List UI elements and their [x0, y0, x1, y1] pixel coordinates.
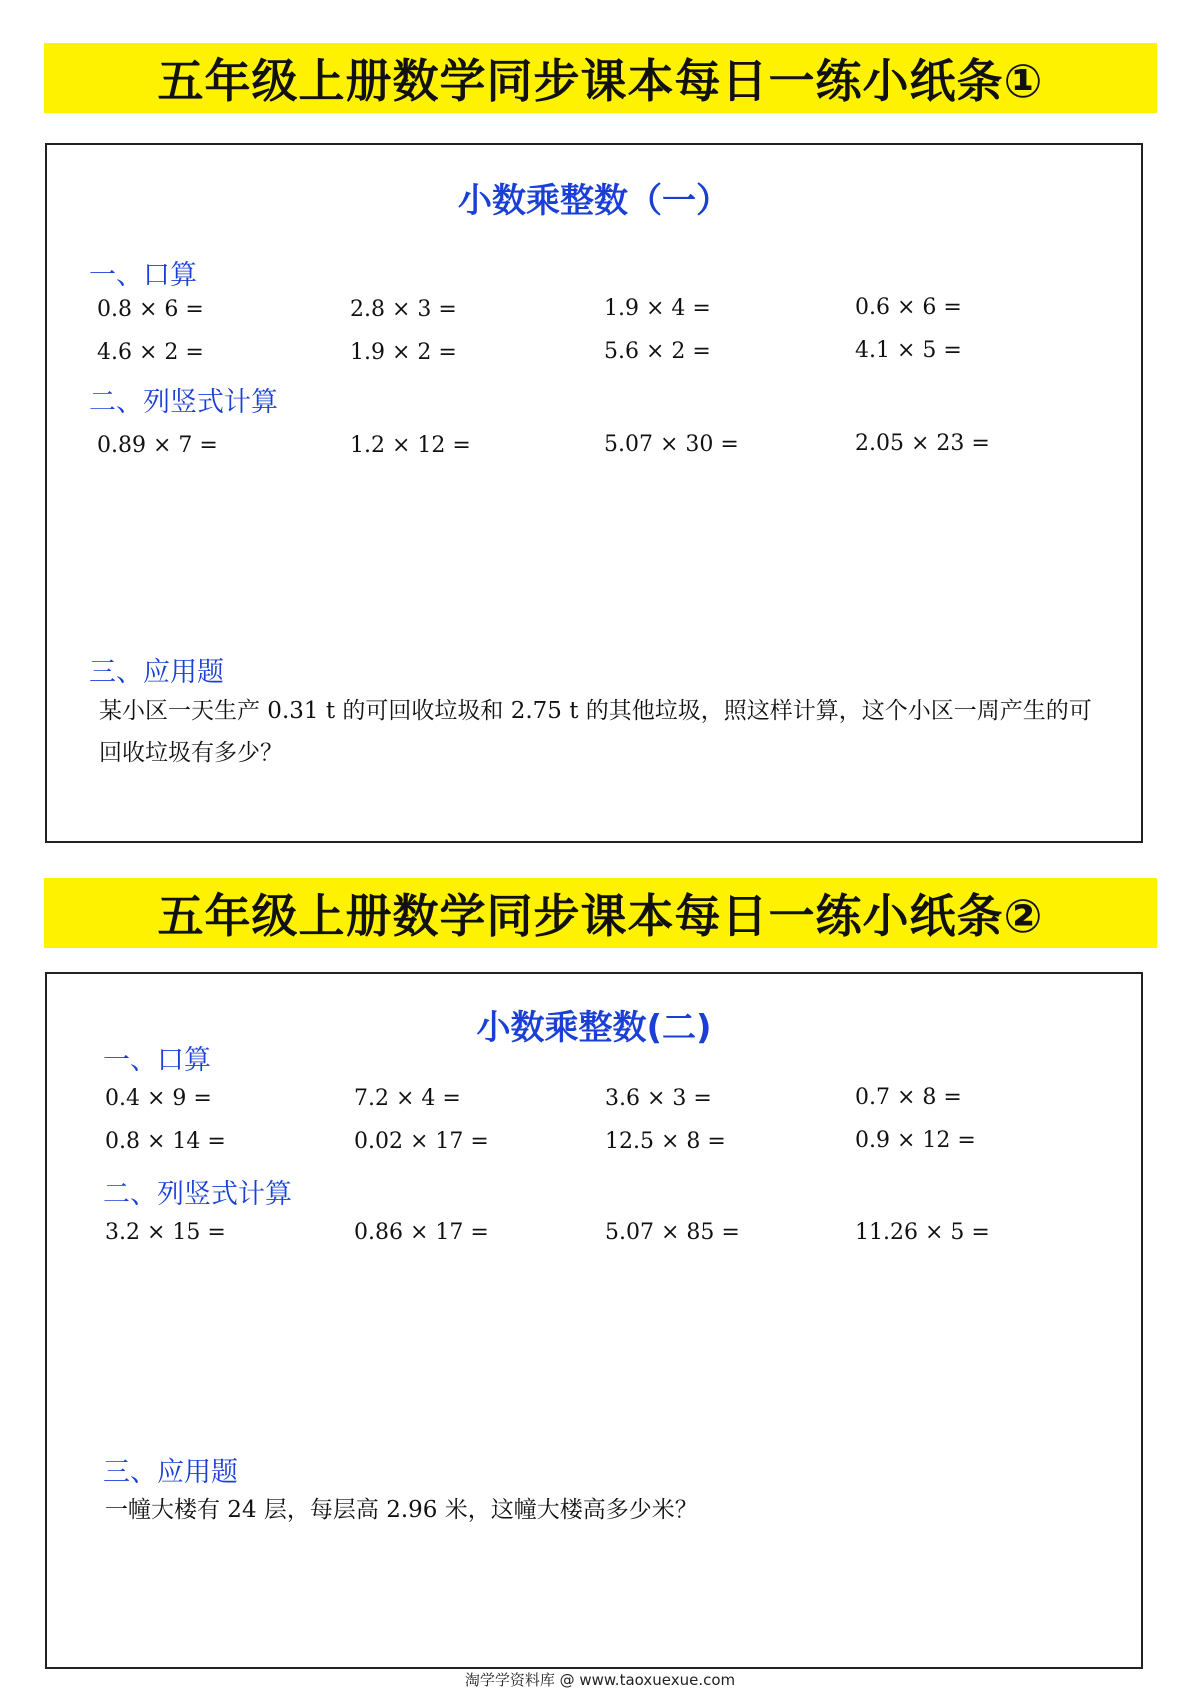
footer-watermark: 淘学学资料库 @ www.taoxuexue.com: [464, 1671, 736, 1689]
sheet2-vertical-4: 11.26 × 5 =: [855, 1220, 990, 1245]
sheet1-oral-r2-c2: 1.9 × 2 =: [350, 340, 457, 365]
sheet1-oral-r1-c1: 0.8 × 6 =: [97, 297, 204, 322]
sheet2-vertical-heading: 二、列竖式计算: [103, 1179, 292, 1210]
sheet2-title: 小数乘整数(二): [476, 1008, 712, 1048]
sheet2-banner-text: 五年级上册数学同步课本每日一练小纸条②: [157, 889, 1044, 943]
sheet1-title: 小数乘整数（一）: [458, 181, 730, 221]
sheet1-banner: [44, 43, 1157, 113]
sheet1-banner-text: 五年级上册数学同步课本每日一练小纸条①: [157, 54, 1044, 108]
sheet2-vertical-1: 3.2 × 15 =: [105, 1220, 226, 1245]
sheet1-oral-r1-c2: 2.8 × 3 =: [350, 297, 457, 322]
sheet1-application-text: 某小区一天生产 0.31 t 的可回收垃圾和 2.75 t 的其他垃圾，照这样计算，这个小区一周产生的可回收垃圾有多少？: [99, 698, 1092, 766]
sheet1-vertical-4: 2.05 × 23 =: [855, 431, 990, 456]
sheet2-vertical-3: 5.07 × 85 =: [605, 1220, 740, 1245]
sheet1-oral-r2-c1: 4.6 × 2 =: [97, 340, 204, 365]
sheet2-application-text: 一幢大楼有 24 层，每层高 2.96 米，这幢大楼高多少米？: [105, 1497, 698, 1523]
sheet2-oral-r2-c2: 0.02 × 17 =: [354, 1129, 489, 1154]
sheet2-application-heading: 三、应用题: [103, 1457, 238, 1488]
sheet2-oral-heading: 一、口算: [103, 1045, 211, 1076]
sheet1-oral-r2-c4: 4.1 × 5 =: [855, 338, 962, 363]
sheet1-oral-r1-c3: 1.9 × 4 =: [604, 296, 711, 321]
sheet2-banner: [44, 878, 1157, 948]
sheet2-oral-r1-c2: 7.2 × 4 =: [354, 1086, 461, 1111]
sheet1-application-heading: 三、应用题: [89, 657, 224, 688]
sheet1-vertical-1: 0.89 × 7 =: [97, 433, 218, 458]
sheet2-card: [45, 972, 1143, 1669]
sheet2-vertical-2: 0.86 × 17 =: [354, 1220, 489, 1245]
sheet1-oral-r1-c4: 0.6 × 6 =: [855, 295, 962, 320]
sheet2-oral-r2-c4: 0.9 × 12 =: [855, 1128, 976, 1153]
sheet2-oral-r2-c3: 12.5 × 8 =: [605, 1129, 726, 1154]
sheet2-oral-r1-c1: 0.4 × 9 =: [105, 1086, 212, 1111]
sheet1-card: [45, 143, 1143, 843]
sheet2-oral-r1-c3: 3.6 × 3 =: [605, 1086, 712, 1111]
sheet2-oral-r2-c1: 0.8 × 14 =: [105, 1129, 226, 1154]
sheet2-oral-r1-c4: 0.7 × 8 =: [855, 1085, 962, 1110]
sheet1-vertical-2: 1.2 × 12 =: [350, 433, 471, 458]
sheet1-oral-r2-c3: 5.6 × 2 =: [604, 339, 711, 364]
sheet1-vertical-heading: 二、列竖式计算: [89, 387, 278, 418]
sheet1-oral-heading: 一、口算: [89, 260, 197, 291]
sheet1-vertical-3: 5.07 × 30 =: [604, 432, 739, 457]
